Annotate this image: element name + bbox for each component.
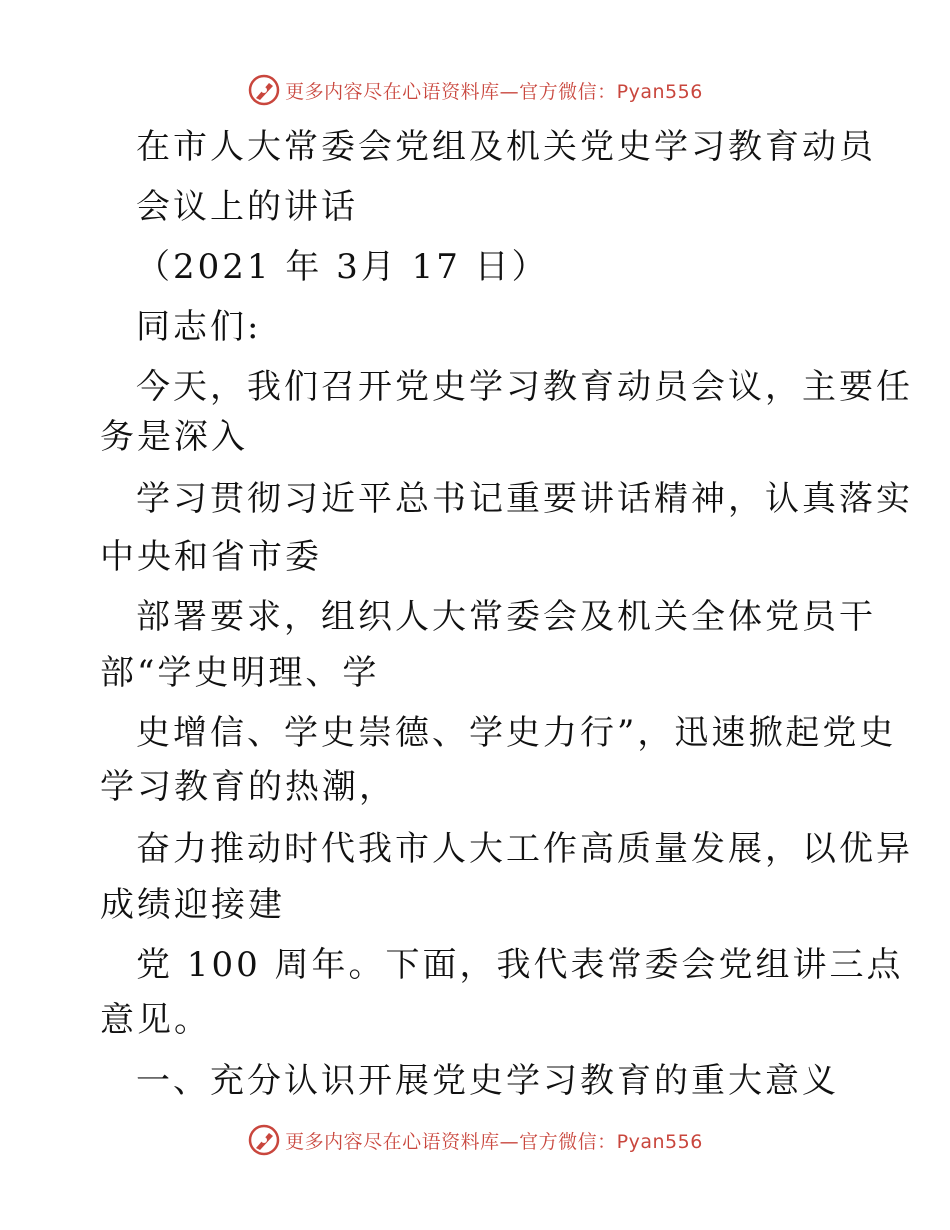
paragraph-line: 部署要求，组织人大常委会及机关全体党员干 (136, 597, 876, 637)
paragraph-line: 奋力推动时代我市人大工作高质量发展，以优异 (136, 829, 913, 869)
paragraph-line: 史增信、学史崇德、学史力行”，迅速掀起党史 (136, 713, 897, 753)
salutation: 同志们: (136, 307, 262, 347)
paragraph-line: 党 100 周年。下面，我代表常委会党组讲三点 (136, 945, 904, 985)
pen-circle-logo-icon (247, 1123, 281, 1157)
paragraph-line: 学习教育的热潮， (100, 767, 396, 807)
paragraph-line: 部“学史明理、学 (100, 653, 380, 693)
speech-date: （2021 年 3月 17 日） (136, 247, 549, 287)
bottom-watermark-banner (0, 1120, 950, 1160)
paragraph-line: 务是深入 (100, 417, 248, 457)
paragraph-line: 学习贯彻习近平总书记重要讲话精神，认真落实 (136, 479, 913, 519)
pen-circle-logo-icon (247, 73, 281, 107)
watermark-text: 更多内容尽在心语资料库—官方微信：Pyan556 (285, 80, 703, 103)
title-line-1: 在市人大常委会党组及机关党史学习教育动员 (136, 127, 876, 167)
title-line-2: 会议上的讲话 (136, 187, 358, 227)
paragraph-line: 中央和省市委 (100, 537, 322, 577)
top-watermark-banner (0, 70, 950, 110)
paragraph-line: 意见。 (100, 1000, 211, 1040)
section-heading: 一、充分认识开展党史学习教育的重大意义 (136, 1061, 839, 1101)
paragraph-line: 成绩迎接建 (100, 885, 285, 925)
paragraph-line: 今天，我们召开党史学习教育动员会议，主要任 (136, 367, 913, 407)
watermark-text: 更多内容尽在心语资料库—官方微信：Pyan556 (285, 1130, 703, 1153)
